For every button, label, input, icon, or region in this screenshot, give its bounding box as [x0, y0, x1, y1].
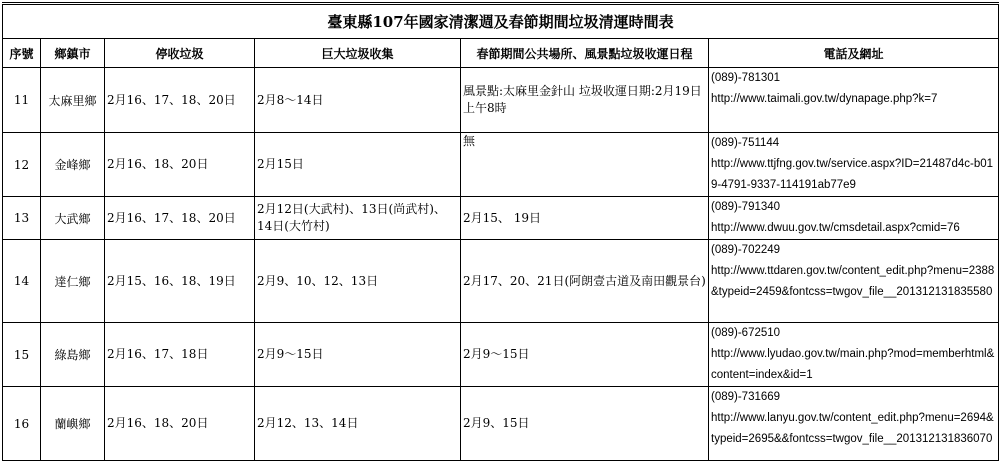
column-header-spring: 春節期間公共場所、風景點垃圾收運日程 [461, 39, 709, 68]
bulky-dates: 2月12日(大武村)、13日(尚武村)、14日(大竹村) [255, 197, 461, 240]
contact-cell [709, 197, 999, 240]
website-link[interactable]: http://www.taimali.gov.tw/dynapage.php?k=7 [711, 93, 938, 105]
town-name: 大武鄉 [41, 197, 105, 240]
column-header-town: 鄉鎮市 [41, 39, 105, 68]
table-row [3, 387, 999, 461]
bulky-dates: 2月8～14日 [255, 68, 461, 133]
table-row [3, 197, 999, 240]
bulky-dates: 2月9、10、12、13日 [255, 240, 461, 323]
row-number: 12 [3, 133, 41, 197]
column-header-no: 序號 [3, 39, 41, 68]
phone-number: (089)-751144 [711, 137, 780, 149]
column-header-bulky: 巨大垃圾收集 [255, 39, 461, 68]
row-number: 16 [3, 387, 41, 461]
contact-cell [709, 68, 999, 133]
table-row [3, 240, 999, 323]
bulky-dates: 2月15日 [255, 133, 461, 197]
website-link[interactable]: http://www.ttdaren.gov.tw/content_edit.php?menu=2388&typeid=2459&fontcss=twgov_file__201312131835580 [711, 265, 995, 298]
spring-schedule: 2月15、 19日 [461, 197, 709, 240]
stop-dates: 2月16、17、18、20日 [105, 68, 255, 133]
contact-cell [709, 323, 999, 387]
spring-schedule: 2月9、15日 [461, 387, 709, 461]
stop-dates: 2月16、17、18日 [105, 323, 255, 387]
spring-schedule: 2月17、20、21日(阿朗壹古道及南田觀景台) [461, 240, 709, 323]
town-name: 綠島鄉 [41, 323, 105, 387]
row-number: 11 [3, 68, 41, 133]
bulky-dates: 2月12、13、14日 [255, 387, 461, 461]
town-name: 太麻里鄉 [41, 68, 105, 133]
page-title: 臺東縣107年國家清潔週及春節期間垃圾清運時間表 [3, 4, 999, 39]
website-link[interactable]: http://www.dwuu.gov.tw/cmsdetail.aspx?cmid=76 [711, 222, 960, 234]
phone-number: (089)-791340 [711, 201, 781, 213]
phone-number: (089)-731669 [711, 391, 781, 403]
bulky-dates: 2月9～15日 [255, 323, 461, 387]
phone-number: (089)-702249 [711, 244, 781, 256]
stop-dates: 2月16、18、20日 [105, 133, 255, 197]
row-number: 14 [3, 240, 41, 323]
table-header-row [3, 39, 999, 68]
table-row [3, 323, 999, 387]
spring-schedule: 2月9～15日 [461, 323, 709, 387]
row-number: 13 [3, 197, 41, 240]
town-name: 金峰鄉 [41, 133, 105, 197]
contact-cell [709, 387, 999, 461]
spring-schedule: 風景點:太麻里金針山 垃圾收運日期:2月19日上午8時 [461, 68, 709, 133]
column-header-stop: 停收垃圾 [105, 39, 255, 68]
schedule-table [2, 2, 999, 461]
website-link[interactable]: http://www.ttjfng.gov.tw/service.aspx?ID=21487d4c-b019-4791-9337-114191ab77e9 [711, 158, 994, 191]
town-name: 達仁鄉 [41, 240, 105, 323]
contact-cell [709, 240, 999, 323]
website-link[interactable]: http://www.lyudao.gov.tw/main.php?mod=memberhtml&content=index&id=1 [711, 348, 995, 381]
town-name: 蘭嶼鄉 [41, 387, 105, 461]
contact-cell [709, 133, 999, 197]
spring-schedule: 無 [461, 133, 709, 197]
row-number: 15 [3, 323, 41, 387]
website-link[interactable]: http://www.lanyu.gov.tw/content_edit.php?menu=2694&typeid=2695&&fontcss=twgov_file__201312131836070 [711, 412, 994, 445]
table-row [3, 68, 999, 133]
stop-dates: 2月16、18、20日 [105, 387, 255, 461]
phone-number: (089)-781301 [711, 72, 781, 84]
stop-dates: 2月16、17、18、20日 [105, 197, 255, 240]
stop-dates: 2月15、16、18、19日 [105, 240, 255, 323]
table-row [3, 133, 999, 197]
column-header-contact: 電話及網址 [709, 39, 999, 68]
phone-number: (089)-672510 [711, 327, 781, 339]
